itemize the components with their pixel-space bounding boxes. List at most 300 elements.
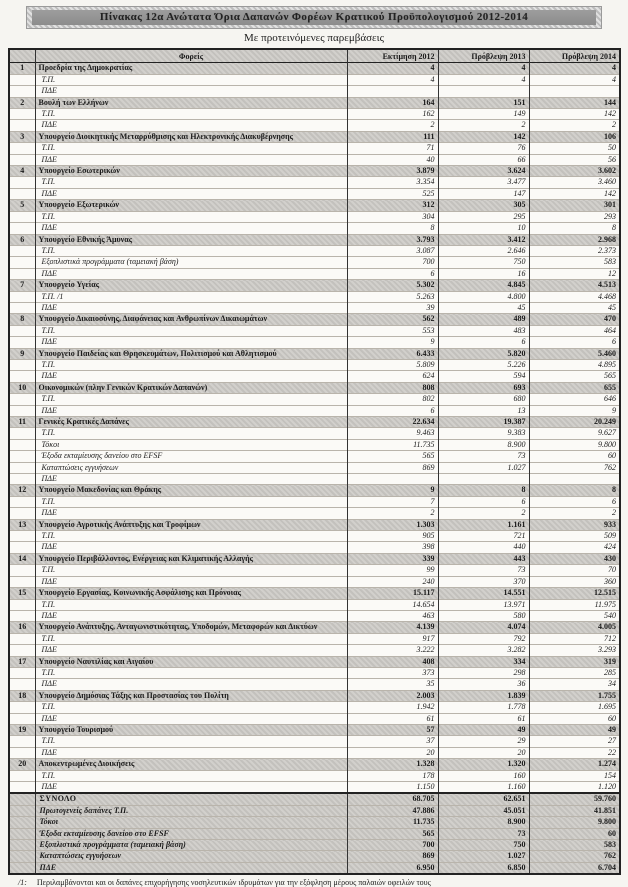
sub-index [9, 154, 35, 165]
sub-label: Εξοπλιστικά προγράμματα (ταμειακή βάση) [35, 257, 347, 268]
sub-value: 178 [347, 770, 438, 781]
table-header [9, 49, 620, 63]
section-value: 4.005 [598, 622, 616, 632]
section-row [9, 588, 620, 599]
sub-value: 29 [438, 736, 529, 747]
sub-value: 6 [612, 337, 616, 347]
sub-row [9, 211, 620, 222]
section-value: 1.320 [438, 759, 529, 770]
section-value: 4.074 [438, 622, 529, 633]
section-value: 312 [347, 200, 438, 211]
sub-value: 35 [347, 679, 438, 690]
sub-index [9, 188, 35, 199]
section-value: 144 [604, 97, 616, 107]
sub-value: 1.120 [598, 782, 616, 791]
sub-label: Τ.Π. [35, 143, 347, 154]
sub-index [9, 474, 35, 485]
sub-row [9, 770, 620, 781]
section-value: 1.755 [598, 690, 616, 700]
section-index: 11 [9, 417, 35, 428]
sub-value: 36 [438, 679, 529, 690]
section-row [9, 417, 620, 428]
sub-index [9, 211, 35, 222]
sub-row [9, 702, 620, 713]
sub-row [9, 679, 620, 690]
section-value: 408 [347, 656, 438, 667]
section-label: Υπουργείο Αγροτικής Ανάπτυξης και Τροφίμων [35, 519, 347, 530]
sub-label: Τ.Π. [35, 599, 347, 610]
sub-value: 370 [438, 576, 529, 587]
sub-value: 60 [608, 713, 616, 723]
section-value: 443 [438, 553, 529, 564]
sub-value: 509 [604, 531, 616, 541]
sub-row [9, 143, 620, 154]
section-row [9, 519, 620, 530]
summary-value: 68.705 [347, 793, 438, 805]
section-value: 49 [608, 724, 616, 734]
sub-value: 73 [438, 451, 529, 462]
sub-index [9, 428, 35, 439]
section-value: 339 [347, 553, 438, 564]
section-value: 808 [347, 382, 438, 393]
summary-row [9, 840, 620, 851]
section-value: 693 [438, 382, 529, 393]
section-row [9, 690, 620, 701]
sub-row [9, 74, 620, 85]
sub-value: 3.354 [347, 177, 438, 188]
section-value: 430 [604, 553, 616, 563]
sub-value: 162 [347, 109, 438, 120]
sub-index [9, 770, 35, 781]
section-value: 8 [612, 485, 616, 495]
sub-row [9, 257, 620, 268]
section-value: 334 [438, 656, 529, 667]
section-row [9, 759, 620, 770]
section-value: 305 [438, 200, 529, 211]
section-value: 301 [604, 200, 616, 210]
sub-value: 66 [438, 154, 529, 165]
sub-label: ΠΔΕ [35, 474, 347, 485]
sub-value: 1.942 [347, 702, 438, 713]
sub-value: 440 [438, 542, 529, 553]
sub-value: 540 [604, 610, 616, 620]
summary-index [9, 828, 35, 839]
sub-row [9, 86, 620, 97]
section-label: Υπουργείο Περιβάλλοντος, Ενέργειας και Κλιματικής Αλλαγής [35, 553, 347, 564]
sub-label: Τ.Π. [35, 736, 347, 747]
summary-total-row [9, 793, 620, 805]
summary-row [9, 828, 620, 839]
sub-value: 8 [347, 223, 438, 234]
sub-value: 680 [438, 394, 529, 405]
sub-value: 2 [612, 508, 616, 518]
sub-index [9, 223, 35, 234]
sub-row [9, 405, 620, 416]
sub-row [9, 154, 620, 165]
sub-index [9, 747, 35, 758]
sub-index [9, 359, 35, 370]
section-row [9, 166, 620, 177]
sub-value: 70 [608, 565, 616, 575]
section-value: 19.387 [438, 417, 529, 428]
sub-value: 9.463 [347, 428, 438, 439]
section-label: Αποκεντρωμένες Διοικήσεις [35, 759, 347, 770]
section-label: Υπουργείο Τουρισμού [35, 724, 347, 735]
section-row [9, 348, 620, 359]
sub-value: 463 [347, 610, 438, 621]
summary-value: 762 [604, 851, 616, 861]
sub-label: ΠΔΕ [35, 542, 347, 553]
sub-row [9, 302, 620, 313]
sub-value: 60 [608, 451, 616, 461]
section-value: 5.460 [598, 348, 616, 358]
sub-index [9, 245, 35, 256]
sub-row [9, 268, 620, 279]
sub-value: 39 [347, 302, 438, 313]
sub-value: 700 [347, 257, 438, 268]
sub-index [9, 291, 35, 302]
sub-row [9, 782, 620, 794]
sub-label: ΠΔΕ [35, 713, 347, 724]
sub-value: 5.226 [438, 359, 529, 370]
sub-index [9, 325, 35, 336]
sub-value: 917 [347, 633, 438, 644]
sub-value: 373 [347, 667, 438, 678]
sub-index [9, 633, 35, 644]
sub-label: Τ.Π. /1 [35, 291, 347, 302]
summary-label: ΣΥΝΟΛΟ [35, 793, 347, 805]
sub-value: 160 [438, 770, 529, 781]
sub-row [9, 747, 620, 758]
summary-value: 45.051 [438, 805, 529, 816]
sub-label: Τ.Π. [35, 531, 347, 542]
sub-value: 1.027 [438, 462, 529, 473]
sub-value: 5.809 [347, 359, 438, 370]
sub-value: 565 [604, 371, 616, 381]
summary-label: ΠΔΕ [35, 862, 347, 874]
sub-row [9, 109, 620, 120]
sub-row [9, 633, 620, 644]
sub-row [9, 565, 620, 576]
sub-value: 149 [438, 109, 529, 120]
summary-label: Έξοδα εκταμίευσης δανείου στο EFSF [35, 828, 347, 839]
sub-value: 869 [347, 462, 438, 473]
sub-value: 4 [612, 74, 616, 84]
section-index: 8 [9, 314, 35, 325]
sub-row [9, 508, 620, 519]
summary-label: Εξοπλιστικά προγράμματα (ταμειακή βάση) [35, 840, 347, 851]
section-value: 22.634 [347, 417, 438, 428]
sub-value: 646 [604, 394, 616, 404]
section-label: Υπουργείο Υγείας [35, 280, 347, 291]
section-row [9, 63, 620, 74]
summary-value: 6.850 [438, 862, 529, 874]
sub-index [9, 667, 35, 678]
sub-row [9, 736, 620, 747]
sub-index [9, 177, 35, 188]
sub-row [9, 177, 620, 188]
sub-label: Τ.Π. [35, 565, 347, 576]
sub-value: 45 [438, 302, 529, 313]
sub-index [9, 531, 35, 542]
summary-value: 73 [438, 828, 529, 839]
sub-value: 147 [438, 188, 529, 199]
section-index: 17 [9, 656, 35, 667]
sub-row [9, 223, 620, 234]
summary-value: 11.735 [347, 817, 438, 828]
summary-value: 700 [347, 840, 438, 851]
section-row [9, 234, 620, 245]
sub-index [9, 736, 35, 747]
sub-value: 3.282 [438, 645, 529, 656]
section-row [9, 280, 620, 291]
section-label: Βουλή των Ελλήνων [35, 97, 347, 108]
sub-row [9, 576, 620, 587]
sub-value: 240 [347, 576, 438, 587]
sub-value: 293 [604, 211, 616, 221]
section-row [9, 553, 620, 564]
sub-index [9, 462, 35, 473]
section-value: 6.433 [347, 348, 438, 359]
summary-value: 1.027 [438, 851, 529, 862]
section-row [9, 382, 620, 393]
sub-value: 6 [347, 268, 438, 279]
sub-label: Τ.Π. [35, 633, 347, 644]
sub-value: 398 [347, 542, 438, 553]
section-label: Υπουργείο Δικαιοσύνης, Διαφάνειας και Ανθρωπίνων Δικαιωμάτων [35, 314, 347, 325]
sub-value: 10 [438, 223, 529, 234]
sub-value: 9.800 [598, 439, 616, 449]
sub-label: Τ.Π. [35, 245, 347, 256]
sub-value: 464 [604, 325, 616, 335]
sub-label: ΠΔΕ [35, 508, 347, 519]
sub-value: 20 [438, 747, 529, 758]
summary-value: 6.950 [347, 862, 438, 874]
sub-value: 1.695 [598, 702, 616, 712]
sub-index [9, 405, 35, 416]
sub-value: 624 [347, 371, 438, 382]
section-index: 16 [9, 622, 35, 633]
section-value: 1.328 [347, 759, 438, 770]
summary-row [9, 851, 620, 862]
sub-value: 154 [604, 770, 616, 780]
header-2014: Πρόβλεψη 2014 [561, 52, 616, 61]
section-value: 1.839 [438, 690, 529, 701]
sub-index [9, 268, 35, 279]
section-label: Υπουργείο Εργασίας, Κοινωνικής Ασφάλισης και Πρόνοιας [35, 588, 347, 599]
sub-label: Τ.Π. [35, 667, 347, 678]
sub-value: 565 [347, 451, 438, 462]
section-value: 9 [347, 485, 438, 496]
sub-row [9, 245, 620, 256]
section-value: 4 [612, 63, 616, 73]
sub-index [9, 679, 35, 690]
summary-value: 8.900 [438, 817, 529, 828]
sub-value: 14.654 [347, 599, 438, 610]
sub-row [9, 542, 620, 553]
section-index: 2 [9, 97, 35, 108]
section-value: 2.968 [598, 234, 616, 244]
sub-value: 304 [347, 211, 438, 222]
section-label: Υπουργείο Διοικητικής Μεταρρύθμισης και Ηλεκτρονικής Διακυβέρνησης [35, 131, 347, 142]
title-frame [26, 6, 602, 29]
section-value: 470 [604, 314, 616, 324]
sub-index [9, 576, 35, 587]
section-index: 14 [9, 553, 35, 564]
sub-value: 721 [438, 531, 529, 542]
sub-index [9, 565, 35, 576]
section-index: 18 [9, 690, 35, 701]
sub-value: 802 [347, 394, 438, 405]
section-index: 15 [9, 588, 35, 599]
section-index: 10 [9, 382, 35, 393]
sub-value: 11.975 [594, 599, 616, 609]
section-label: Υπουργείο Δημόσιας Τάξης και Προστασίας του Πολίτη [35, 690, 347, 701]
section-index: 20 [9, 759, 35, 770]
sub-value: 424 [604, 542, 616, 552]
sub-value: 20 [347, 747, 438, 758]
sub-value: 2 [347, 120, 438, 131]
sub-row [9, 428, 620, 439]
sub-label: Τ.Π. [35, 394, 347, 405]
sub-row [9, 462, 620, 473]
sub-label: ΠΔΕ [35, 610, 347, 621]
section-index: 6 [9, 234, 35, 245]
sub-value: 712 [604, 633, 616, 643]
summary-value: 6.704 [598, 862, 616, 872]
sub-index [9, 451, 35, 462]
sub-row [9, 451, 620, 462]
sub-value: 3.293 [598, 645, 616, 655]
summary-index [9, 851, 35, 862]
sub-row [9, 496, 620, 507]
budget-table-body [9, 63, 620, 874]
header-index [9, 49, 35, 63]
section-row [9, 485, 620, 496]
sub-index [9, 86, 35, 97]
sub-index [9, 143, 35, 154]
section-value: 164 [347, 97, 438, 108]
section-row [9, 200, 620, 211]
sub-value: 4.895 [598, 359, 616, 369]
sub-label: Τ.Π. [35, 702, 347, 713]
sub-value: 2 [612, 120, 616, 130]
section-value: 106 [604, 131, 616, 141]
section-index: 9 [9, 348, 35, 359]
sub-row [9, 188, 620, 199]
section-index: 19 [9, 724, 35, 735]
sub-row [9, 531, 620, 542]
sub-value: 6 [438, 496, 529, 507]
sub-index [9, 371, 35, 382]
sub-row [9, 337, 620, 348]
sub-label: Καταπτώσεις εγγυήσεων [35, 462, 347, 473]
sub-label: Τ.Π. [35, 74, 347, 85]
section-label: Υπουργείο Ναυτιλίας και Αιγαίου [35, 656, 347, 667]
header-2012: Εκτίμηση 2012 [347, 49, 438, 63]
sub-index [9, 782, 35, 794]
sub-label: ΠΔΕ [35, 86, 347, 97]
section-value: 655 [604, 382, 616, 392]
summary-value: 47.886 [347, 805, 438, 816]
sub-index [9, 713, 35, 724]
sub-value [438, 474, 529, 485]
sub-index [9, 439, 35, 450]
sub-value: 525 [347, 188, 438, 199]
section-value: 562 [347, 314, 438, 325]
sub-label: ΠΔΕ [35, 223, 347, 234]
sub-label: Τ.Π. [35, 325, 347, 336]
summary-value: 62.651 [438, 793, 529, 805]
footnote-text: Περιλαμβάνονται και οι δαπάνες επιχορήγησης νοσηλευτικών ιδρυμάτων για την εξόφληση μέρους παλαιών οφειλών τους [36, 878, 431, 887]
section-value: 3.602 [598, 166, 616, 176]
sub-value: 792 [438, 633, 529, 644]
section-value: 4 [438, 63, 529, 74]
section-value: 4.139 [347, 622, 438, 633]
sub-value: 73 [438, 565, 529, 576]
sub-value: 3.087 [347, 245, 438, 256]
section-value: 49 [438, 724, 529, 735]
section-label: Υπουργείο Εθνικής Άμυνας [35, 234, 347, 245]
section-index: 3 [9, 131, 35, 142]
summary-value: 583 [604, 840, 616, 850]
section-row [9, 314, 620, 325]
sub-row [9, 120, 620, 131]
section-value: 489 [438, 314, 529, 325]
sub-value: 16 [438, 268, 529, 279]
section-value: 2.003 [347, 690, 438, 701]
sub-label: ΠΔΕ [35, 782, 347, 794]
sub-value: 9.383 [438, 428, 529, 439]
section-value: 15.117 [347, 588, 438, 599]
sub-label: ΠΔΕ [35, 302, 347, 313]
sub-value: 56 [608, 154, 616, 164]
sub-row [9, 667, 620, 678]
summary-label: Τόκοι [35, 817, 347, 828]
footnote-marker: /1: [18, 878, 27, 887]
sub-value [529, 474, 620, 485]
sub-label: Τ.Π. [35, 109, 347, 120]
page-title: Πίνακας 12α Ανώτατα Όρια Δαπανών Φορέων Κρατικού Προϋπολογισμού 2012-2014 [32, 10, 596, 25]
sub-value: 4.468 [598, 291, 616, 301]
sub-label: ΠΔΕ [35, 120, 347, 131]
section-value: 8 [438, 485, 529, 496]
sub-label: ΠΔΕ [35, 747, 347, 758]
section-value: 3.412 [438, 234, 529, 245]
sub-value: 9 [347, 337, 438, 348]
summary-value: 869 [347, 851, 438, 862]
section-value: 111 [347, 131, 438, 142]
page-subtitle: Με προτεινόμενες παρεμβάσεις [244, 32, 384, 44]
summary-value: 60 [608, 828, 616, 838]
sub-row [9, 599, 620, 610]
sub-index [9, 394, 35, 405]
sub-index [9, 120, 35, 131]
sub-value: 762 [604, 462, 616, 472]
sub-value: 2.646 [438, 245, 529, 256]
sub-value: 11.735 [347, 439, 438, 450]
section-label: Υπουργείο Μακεδονίας και Θράκης [35, 485, 347, 496]
section-value: 933 [604, 519, 616, 529]
sub-row [9, 713, 620, 724]
sub-label: Τ.Π. [35, 359, 347, 370]
section-label: Υπουργείο Εξωτερικών [35, 200, 347, 211]
sub-value: 285 [604, 667, 616, 677]
sub-index [9, 337, 35, 348]
sub-value: 298 [438, 667, 529, 678]
sub-value: 8 [612, 223, 616, 233]
footnote [18, 878, 616, 887]
